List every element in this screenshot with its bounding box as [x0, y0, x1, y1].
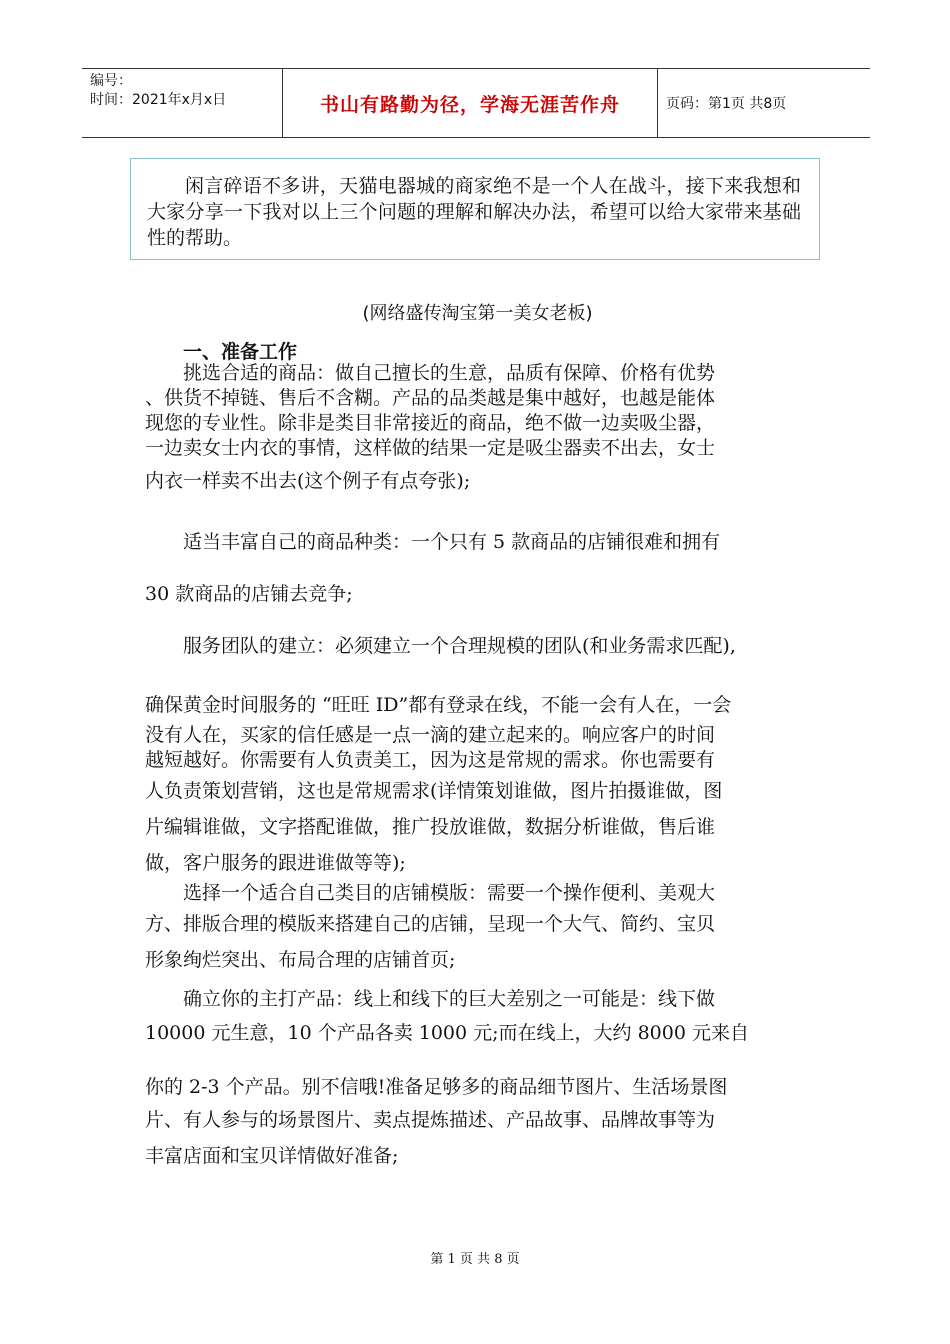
text-line: 越短越好。你需要有人负责美工，因为这是常规的需求。你也需要有	[145, 749, 716, 771]
intro-box: 闲言碎语不多讲，天猫电器城的商家绝不是一个人在战斗，接下来我想和大家分享一下我对以上三个问题的理解和解决办法，希望可以给大家带来基础性的帮助。	[130, 158, 820, 260]
text-line: 30 款商品的店铺去竞争;	[145, 583, 353, 605]
text-line: 做，客户服务的跟进谁做等等);	[145, 852, 406, 874]
paragraph-block	[145, 880, 810, 978]
text-line: 、供货不掉链、售后不含糊。产品的品类越是集中越好，也越是能体	[145, 387, 716, 409]
text-line: 确保黄金时间服务的 “旺旺 ID”都有登录在线，不能一会有人在，一会	[145, 694, 732, 716]
text-line: 丰富店面和宝贝详情做好准备;	[145, 1145, 399, 1167]
paragraph-block	[145, 361, 810, 881]
text-line: 方、排版合理的模版来搭建自己的店铺，呈现一个大气、简约、宝贝	[145, 913, 716, 935]
text-line: 人负责策划营销，这也是常规需求(详情策划谁做，图片拍摄谁做，图	[145, 780, 723, 802]
header-motto-cell	[283, 69, 658, 137]
text-line: 内衣一样卖不出去(这个例子有点夸张);	[145, 470, 471, 492]
paragraph-block	[145, 982, 810, 1174]
text-line: 没有人在，买家的信任感是一点一滴的建立起来的。响应客户的时间	[145, 724, 716, 746]
page-footer: 第 1 页 共 8 页	[430, 1252, 520, 1267]
code-label: 编号：	[90, 73, 132, 89]
text-line: 挑选合适的商品：做自己擅长的生意，品质有保障、价格有优势	[145, 362, 716, 384]
text-line: 片、有人参与的场景图片、卖点提炼描述、产品故事、品牌故事等为	[145, 1109, 716, 1131]
header-meta	[82, 69, 283, 137]
text-line: 现您的专业性。除非是类目非常接近的商品，绝不做一边卖吸尘器，	[145, 412, 716, 434]
page-header	[82, 68, 870, 138]
text-line: 服务团队的建立：必须建立一个合理规模的团队(和业务需求匹配),	[145, 635, 736, 657]
text-line: 选择一个适合自己类目的店铺模版：需要一个操作便利、美观大	[145, 882, 716, 904]
text-line: 片编辑谁做，文字搭配谁做，推广投放谁做，数据分析谁做，售后谁	[145, 816, 716, 838]
text-line: 10000 元生意，10 个产品各卖 1000 元;而在线上，大约 8000 元来自	[145, 1022, 749, 1044]
text-line: 适当丰富自己的商品种类：一个只有 5 款商品的店铺很难和拥有	[145, 531, 721, 553]
text-line: 你的 2-3 个产品。别不信哦!准备足够多的商品细节图片、生活场景图	[145, 1076, 728, 1098]
subtitle: (网络盛传淘宝第一美女老板)	[362, 303, 593, 324]
header-page-info: 页码：第1页 共8页	[666, 96, 787, 112]
header-motto: 书山有路勤为径，学海无涯苦作舟	[319, 93, 620, 116]
time-label: 时间：2021年x月x日	[90, 92, 227, 108]
text-line: 形象绚烂突出、布局合理的店铺首页;	[145, 949, 456, 971]
text-line: 一边卖女士内衣的事情，这样做的结果一定是吸尘器卖不出去，女士	[145, 437, 716, 459]
text-line: 确立你的主打产品：线上和线下的巨大差别之一可能是：线下做	[145, 988, 716, 1010]
section-title: 一、准备工作	[183, 341, 298, 363]
